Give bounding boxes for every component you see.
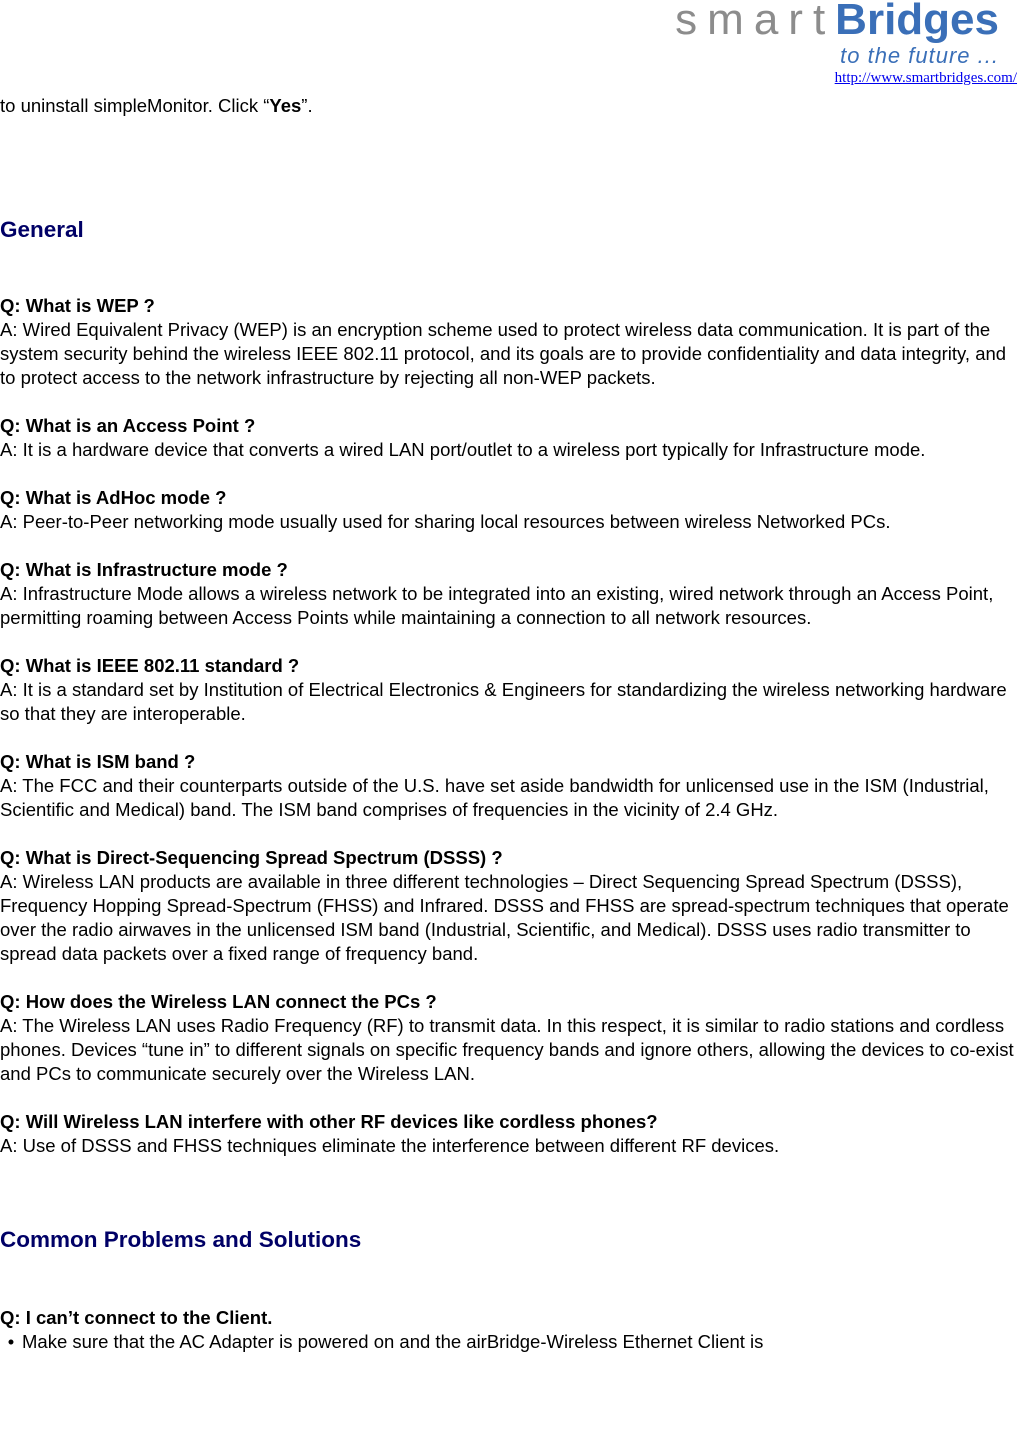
- heading-general: General: [0, 217, 84, 242]
- logo-wordmark: [675, 0, 999, 44]
- faq-answer: A: It is a standard set by Institution of Electrical Electronics & Engineers for standardizing the wireless networking hardware so that they are interoperable.: [0, 679, 1007, 724]
- faq-item: [0, 750, 1017, 822]
- faq-answer: A: Use of DSSS and FHSS techniques eliminate the interference between different RF devices.: [0, 1135, 780, 1156]
- logo-bridges: Bridges: [835, 0, 999, 44]
- faq-question: Q: What is ISM band ?: [0, 751, 196, 772]
- general-faq-list: [0, 294, 1017, 1158]
- faq-item: [0, 846, 1017, 966]
- faq-answer: A: Infrastructure Mode allows a wireless network to be integrated into an existing, wired network through an Access Point, permitting roaming between Access Points while maintaining a connection to all network resources.: [0, 583, 994, 628]
- faq-question: Q: What is AdHoc mode ?: [0, 487, 227, 508]
- bullet-text: Make sure that the AC Adapter is powered on and the airBridge-Wireless Ethernet Client is: [22, 1331, 764, 1352]
- bullet-dot: •: [7, 1331, 15, 1352]
- faq-item: [0, 486, 1017, 534]
- heading-common-problems: Common Problems and Solutions: [0, 1227, 362, 1252]
- logo-tagline: to the future ...: [840, 43, 999, 68]
- faq-answer: A: Peer-to-Peer networking mode usually used for sharing local resources between wireless Networked PCs.: [0, 511, 891, 532]
- faq-item: [0, 1110, 1017, 1158]
- faq-question: Q: What is Infrastructure mode ?: [0, 559, 288, 580]
- faq-question: Q: What is WEP ?: [0, 295, 155, 316]
- logo-smart: smart: [675, 0, 836, 44]
- faq-question: Q: What is an Access Point ?: [0, 415, 256, 436]
- bullet-item: [0, 1330, 1017, 1354]
- faq-answer: A: It is a hardware device that converts a wired LAN port/outlet to a wireless port typically for Infrastructure mode.: [0, 439, 926, 460]
- smartbridges-logo: [659, 0, 999, 72]
- faq-answer: A: Wired Equivalent Privacy (WEP) is an encryption scheme used to protect wireless data communication. It is part of the system security behind the wireless IEEE 802.11 protocol, and its goals are to provide confidentiality and data integrity, and to protect access to the network infrastructure by rejecting all non-WEP packets.: [0, 319, 1007, 388]
- faq-answer: A: The Wireless LAN uses Radio Frequency (RF) to transmit data. In this respect, it is similar to radio stations and cordless phones. Devices “tune in” to different signals on specific frequency bands and ignore others, allowing the devices to co-exist and PCs to communicate securely over the Wireless LAN.: [0, 1015, 1014, 1084]
- faq-item: [0, 990, 1017, 1086]
- faq-question: Q: How does the Wireless LAN connect the PCs ?: [0, 991, 437, 1012]
- faq-question: Q: What is IEEE 802.11 standard ?: [0, 655, 300, 676]
- header-url-link[interactable]: http://www.smartbridges.com/: [834, 70, 1017, 86]
- faq-answer: A: The FCC and their counterparts outside of the U.S. have set aside bandwidth for unlicensed use in the ISM (Industrial, Scientific and Medical) band. The ISM band comprises of frequencies in the vicinity of 2.4 GHz.: [0, 775, 989, 820]
- faq-item: [0, 558, 1017, 630]
- intro-bold: Yes: [269, 95, 302, 116]
- faq-question: Q: Will Wireless LAN interfere with other RF devices like cordless phones?: [0, 1111, 658, 1132]
- faq-answer: A: Wireless LAN products are available in three different technologies – Direct Sequencing Spread Spectrum (DSSS), Frequency Hopping Spread-Spectrum (FHSS) and Infrared. DSSS and FHSS are spread-spectrum techniques that operate over the radio airwaves in the unlicensed ISM band (Industrial, Scientific, and Medical). DSSS uses radio transmitter to spread data packets over a fixed range of frequency band.: [0, 871, 1009, 964]
- intro-text: [0, 94, 1017, 118]
- document-body: [0, 94, 1017, 1354]
- faq-item: [0, 654, 1017, 726]
- faq-question: Q: What is Direct-Sequencing Spread Spectrum (DSSS) ?: [0, 847, 503, 868]
- faq-item: [0, 414, 1017, 462]
- problem-question: Q: I can’t connect to the Client.: [0, 1307, 273, 1328]
- intro-prefix: to uninstall simpleMonitor. Click “: [0, 95, 270, 116]
- faq-item: [0, 294, 1017, 390]
- common-problems-list: [0, 1306, 1017, 1354]
- intro-suffix: ”.: [301, 95, 313, 116]
